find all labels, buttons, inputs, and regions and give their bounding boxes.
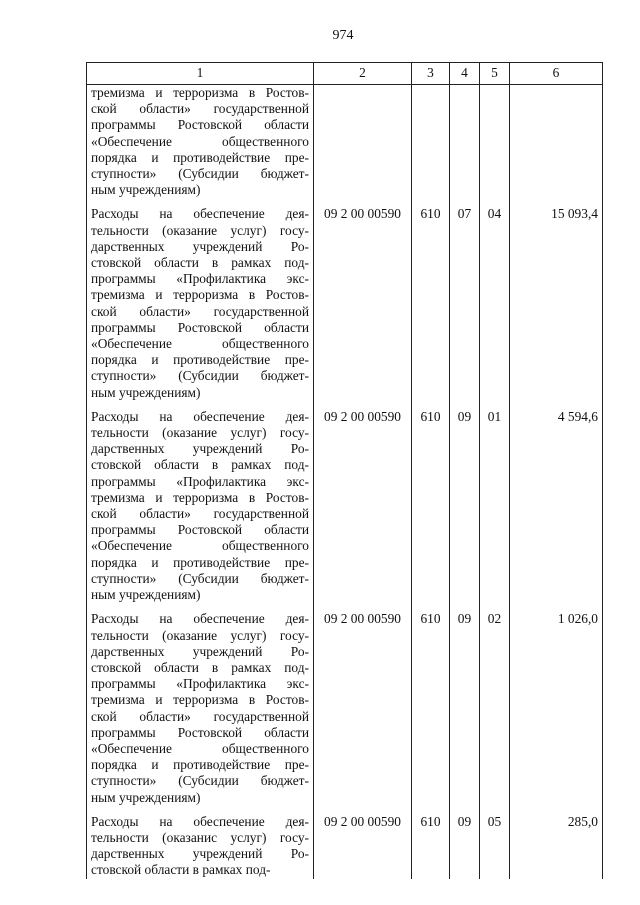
table-row-continuation — [87, 85, 603, 199]
description-line: тельности (оказание услуг) госу- — [91, 425, 309, 441]
row-vr: 610 — [412, 401, 450, 603]
row-vr: 610 — [412, 806, 450, 879]
header-row — [87, 63, 603, 85]
description-line: ступности» (Субсидии бюджет- — [91, 773, 309, 789]
table-row — [87, 603, 603, 805]
description-line: Расходы на обеспечение дея- — [91, 206, 309, 222]
row-rz: 09 — [450, 603, 480, 805]
header-col-3: 3 — [412, 63, 450, 85]
row-code: 09 2 00 00590 — [314, 806, 412, 879]
row-rz: 07 — [450, 198, 480, 400]
header-col-5: 5 — [480, 63, 510, 85]
row-rz: 09 — [450, 401, 480, 603]
description-line: стовской области в рамках под- — [91, 457, 309, 473]
description-line: Расходы на обеспечение дея- — [91, 408, 309, 424]
description-line: ступности» (Субсидии бюджет- — [91, 570, 309, 586]
description-line: стовской области в рамках под- — [91, 255, 309, 271]
description-line: ской области» государственной — [91, 303, 309, 319]
description-line: программы Ростовской области — [91, 724, 309, 740]
description-line: стовской области в рамках под- — [91, 659, 309, 675]
row-rz: 09 — [450, 806, 480, 879]
row-description — [87, 603, 314, 805]
description-line: ской области» государственной — [91, 708, 309, 724]
row-amount: 15 093,4 — [510, 198, 603, 400]
row-amount: 4 594,6 — [510, 401, 603, 603]
row-vr — [412, 85, 450, 199]
description-line: программы Ростовской области — [91, 319, 309, 335]
description-line: тельности (оказанис услуг) госу- — [91, 829, 309, 845]
description-line: тремизма и терроризма в Ростов- — [91, 489, 309, 505]
row-rz — [450, 85, 480, 199]
row-code: 09 2 00 00590 — [314, 401, 412, 603]
description-line: ным учреждениям) — [91, 587, 201, 603]
description-line: «Обеспечение общественного — [91, 133, 309, 149]
description-line: стовской области в рамках под- — [91, 862, 271, 878]
description-line: программы «Профилактика экс- — [91, 271, 309, 287]
row-vr: 610 — [412, 198, 450, 400]
table-row — [87, 806, 603, 879]
row-code — [314, 85, 412, 199]
description-line: ным учреждениям) — [91, 384, 201, 400]
row-description — [87, 85, 314, 199]
description-line: дарственных учреждений Ро- — [91, 846, 309, 862]
description-line: порядка и противодействие пре- — [91, 554, 309, 570]
row-pr: 01 — [480, 401, 510, 603]
table-row — [87, 401, 603, 603]
row-description — [87, 806, 314, 879]
description-line: ступности» (Субсидии бюджет- — [91, 368, 309, 384]
description-line: тремизма и терроризма в Ростов- — [91, 287, 309, 303]
description-line: программы Ростовской области — [91, 117, 309, 133]
header-col-4: 4 — [450, 63, 480, 85]
table-header — [87, 63, 603, 85]
description-line: порядка и противодействие пре- — [91, 149, 309, 165]
row-amount: 285,0 — [510, 806, 603, 879]
header-col-2: 2 — [314, 63, 412, 85]
description-line: Расходы на обеспечение дея- — [91, 611, 309, 627]
description-line: дарственных учреждений Ро- — [91, 238, 309, 254]
description-line: порядка и противодействие пре- — [91, 757, 309, 773]
table-body — [87, 85, 603, 879]
description-line: «Обеспечение общественного — [91, 336, 309, 352]
row-amount: 1 026,0 — [510, 603, 603, 805]
row-description — [87, 401, 314, 603]
description-line: тельности (оказание услуг) госу- — [91, 627, 309, 643]
row-pr — [480, 85, 510, 199]
description-line: тремизма и терроризма в Ростов- — [91, 85, 309, 100]
budget-table — [86, 62, 603, 879]
description-line: ской области» государственной — [91, 101, 309, 117]
description-line: тремизма и терроризма в Ростов- — [91, 692, 309, 708]
row-pr: 04 — [480, 198, 510, 400]
header-col-1: 1 — [87, 63, 314, 85]
row-code: 09 2 00 00590 — [314, 603, 412, 805]
row-code: 09 2 00 00590 — [314, 198, 412, 400]
row-pr: 05 — [480, 806, 510, 879]
row-vr: 610 — [412, 603, 450, 805]
row-pr: 02 — [480, 603, 510, 805]
description-line: программы «Профилактика экс- — [91, 473, 309, 489]
description-line: дарственных учреждений Ро- — [91, 643, 309, 659]
header-col-6: 6 — [510, 63, 603, 85]
description-line: ской области» государственной — [91, 506, 309, 522]
description-line: программы «Профилактика экс- — [91, 676, 309, 692]
description-line: дарственных учреждений Ро- — [91, 441, 309, 457]
description-line: порядка и противодействие пре- — [91, 352, 309, 368]
description-line: тельности (оказание услуг) госу- — [91, 222, 309, 238]
description-line: ным учреждениям) — [91, 182, 201, 198]
row-amount — [510, 85, 603, 199]
description-line: ным учреждениям) — [91, 789, 201, 805]
row-description — [87, 198, 314, 400]
description-line: «Обеспечение общественного — [91, 740, 309, 756]
table-row — [87, 198, 603, 400]
page-number: 974 — [332, 28, 354, 43]
description-line: ступности» (Субсидии бюджет- — [91, 166, 309, 182]
description-line: Расходы на обеспечение дея- — [91, 813, 309, 829]
description-line: «Обеспечение общественного — [91, 538, 309, 554]
description-line: программы Ростовской области — [91, 522, 309, 538]
